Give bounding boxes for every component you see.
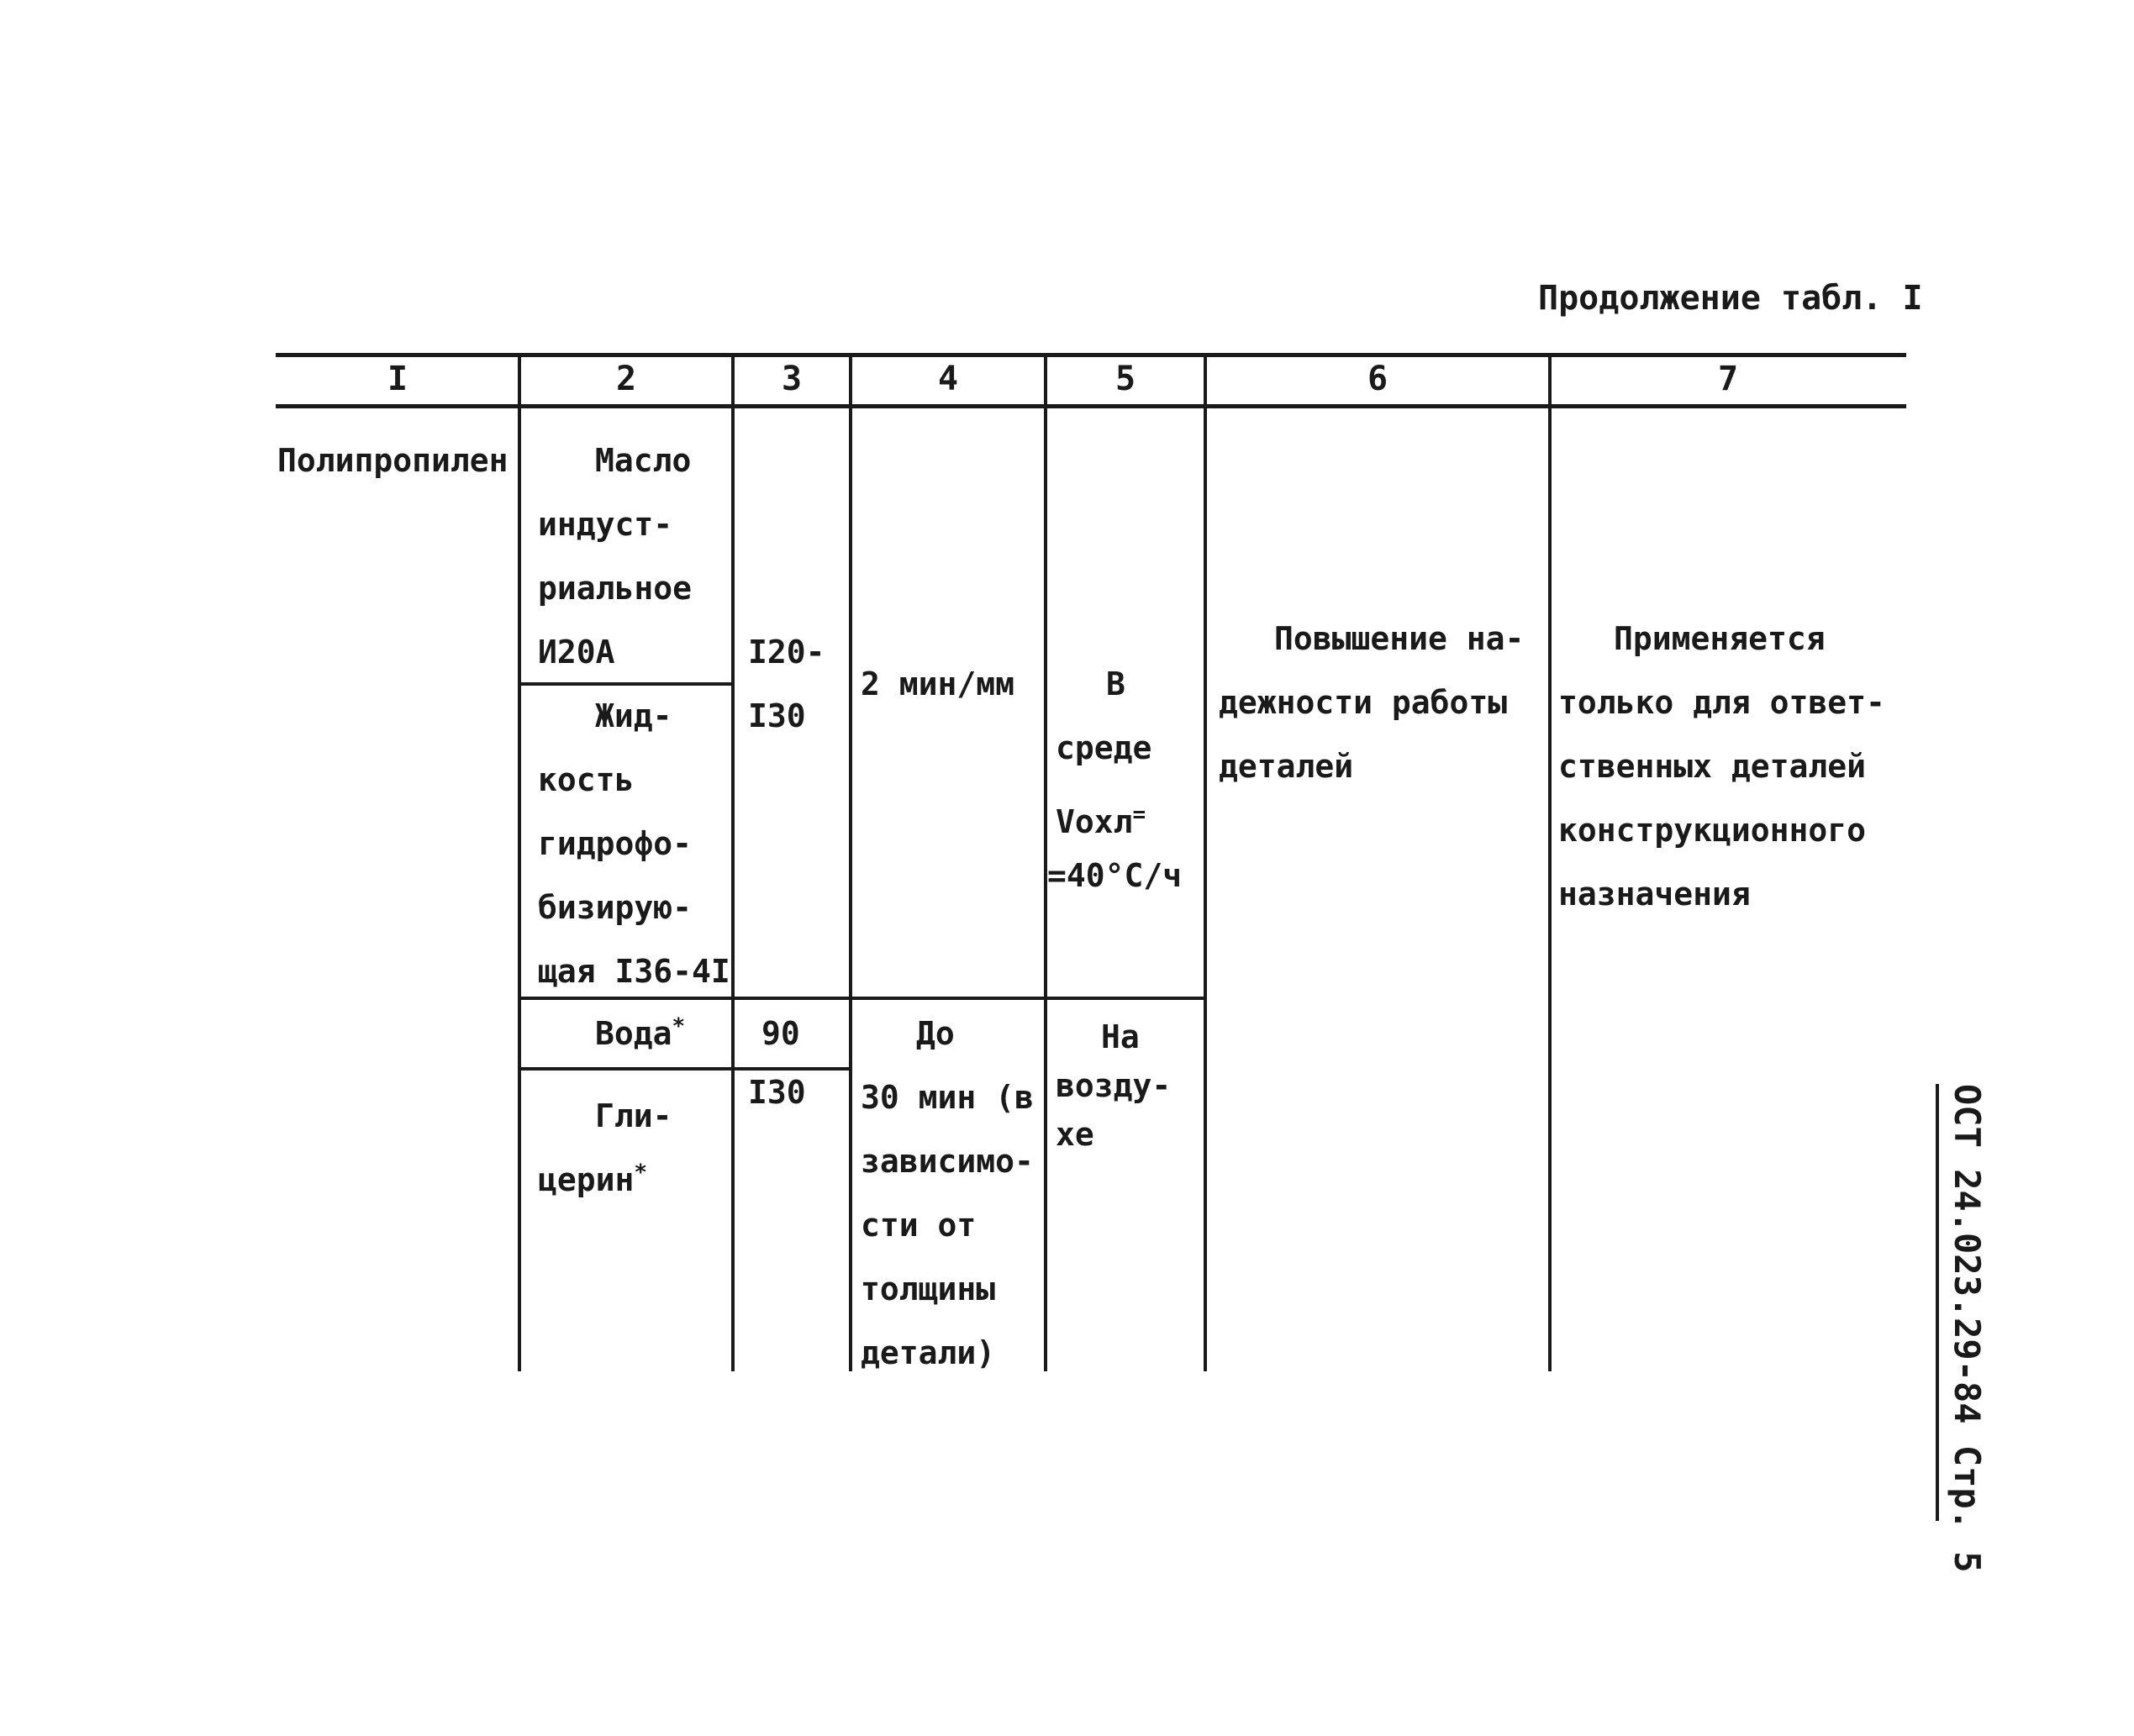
air-time-line-2: 30 мин (в <box>861 1079 1034 1116</box>
header-col-3: 3 <box>781 360 803 398</box>
material-name: Полипропилен <box>277 442 508 479</box>
note-line-4: конструкционного <box>1558 812 1867 849</box>
col-divider-5-6 <box>1204 355 1207 1371</box>
fluid-line-1: Жид- <box>595 697 672 734</box>
header-col-2: 2 <box>615 360 637 398</box>
oil-line-4: И20А <box>538 634 615 671</box>
note-line-5: назначения <box>1558 876 1751 913</box>
medium-line-2: среде <box>1056 729 1152 766</box>
col-divider-3-4 <box>849 355 852 1371</box>
header-col-5: 5 <box>1114 360 1136 398</box>
purpose-line-2: дежности работы <box>1219 684 1508 721</box>
col-divider-6-7 <box>1548 355 1552 1371</box>
glycerin-footnote-mark: * <box>634 1160 648 1186</box>
side-code-rule <box>1936 1084 1939 1521</box>
water-label <box>595 1002 685 1065</box>
temp-range-end: I30 <box>748 697 806 734</box>
header-col-1: I <box>387 360 408 398</box>
air-time-line-4: сти от <box>861 1207 977 1244</box>
air-time-line-6: детали) <box>861 1334 996 1371</box>
glycerin-temp: I30 <box>748 1074 806 1111</box>
note-line-1: Применяется <box>1614 620 1826 657</box>
air-time-line-3: зависимо- <box>861 1143 1034 1180</box>
purpose-line-1: Повышение на- <box>1274 620 1525 657</box>
header-col-6: 6 <box>1367 360 1388 398</box>
air-line-3: хе <box>1056 1116 1094 1153</box>
fluid-line-3: гидрофо- <box>538 825 693 862</box>
air-line-2: возду- <box>1056 1067 1172 1104</box>
document-code-page-label: ОСТ 24.023.29-84 Стр. 5 <box>1947 1084 1988 1573</box>
glycerin-line-1: Гли- <box>595 1097 672 1134</box>
glycerin-line-2 <box>538 1148 647 1212</box>
header-col-7: 7 <box>1717 360 1739 398</box>
water-text: Вода <box>595 1015 672 1052</box>
hold-rate: 2 мин/мм <box>861 665 1015 702</box>
cooling-symbol-text: Vохл <box>1056 803 1133 840</box>
water-temp: 90 <box>761 1015 800 1052</box>
purpose-line-3: деталей <box>1219 748 1354 785</box>
oil-line-1: Масло <box>595 442 692 479</box>
fluid-line-4: бизирую- <box>538 889 693 926</box>
fluid-line-5: щая I36-4I <box>538 953 730 990</box>
air-time-line-5: толщины <box>861 1270 996 1307</box>
oil-line-2: индуст- <box>538 506 673 543</box>
header-col-4: 4 <box>937 360 959 398</box>
air-time-line-1: До <box>916 1015 955 1052</box>
col-divider-1-2 <box>518 355 521 1371</box>
glycerin-text: церин <box>538 1161 635 1198</box>
medium-line-1: В <box>1106 665 1125 702</box>
oil-line-3: риальное <box>538 570 693 607</box>
cooling-rate: =40°С/ч <box>1047 857 1183 894</box>
temp-range-start: I20- <box>748 634 825 671</box>
note-line-2: только для ответ- <box>1558 684 1885 721</box>
note-line-3: ственных деталей <box>1558 748 1867 785</box>
col-divider-2-3 <box>731 355 735 1371</box>
fluid-line-2: кость <box>538 761 635 798</box>
water-footnote-mark: * <box>672 1013 686 1039</box>
cooling-symbol-mark: = <box>1132 802 1146 828</box>
table-continuation-caption: Продолжение табл. I <box>1538 279 1923 318</box>
air-line-1: На <box>1101 1018 1140 1055</box>
